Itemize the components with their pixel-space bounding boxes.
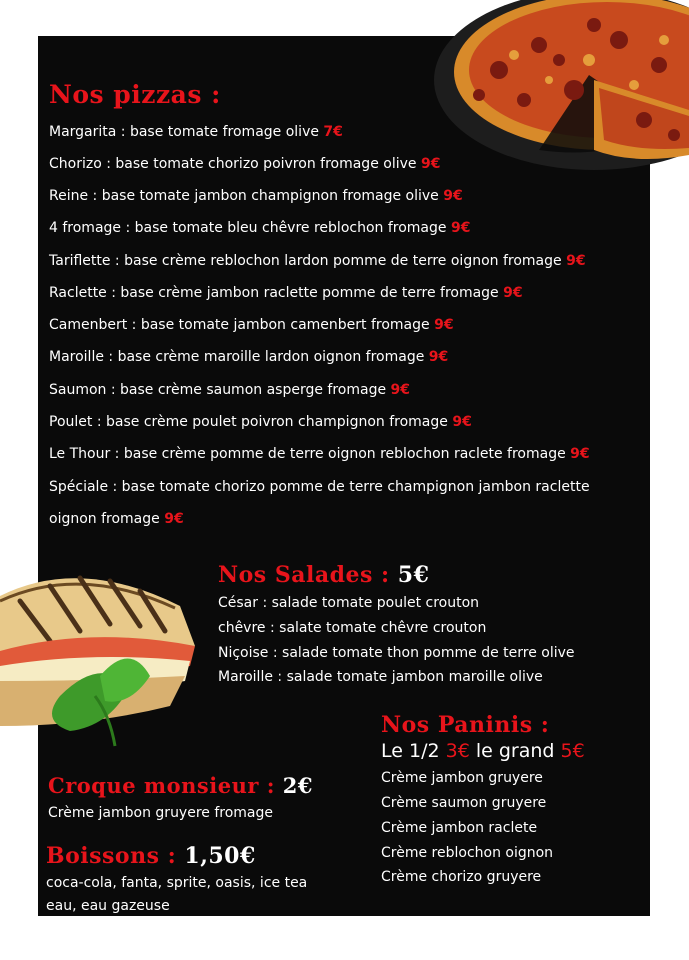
pizza-price: 9€ xyxy=(450,220,471,236)
pizza-item xyxy=(49,220,470,236)
paninis-heading: Nos Paninis : xyxy=(381,712,550,738)
pizza-price: 9€ xyxy=(443,188,463,204)
salades-heading xyxy=(218,562,429,588)
pizza-item xyxy=(49,349,448,365)
pizza-item xyxy=(49,414,472,430)
pizza-description: Reine : base tomate jambon champignon fromage olive xyxy=(49,188,444,204)
boissons-title: Boissons : xyxy=(46,843,185,869)
pizza-description: 4 fromage : base tomate bleu chêvre reblochon fromage xyxy=(49,220,451,236)
boissons-price: 1,50€ xyxy=(184,843,256,869)
pizza-item xyxy=(49,285,523,301)
salades-price: 5€ xyxy=(397,562,430,588)
pizza-price: 9€ xyxy=(452,414,472,430)
panini-item: Crème reblochon oignon xyxy=(381,845,554,861)
pizza-price: 9€ xyxy=(164,511,184,527)
panini-image xyxy=(0,556,200,756)
size-half-label: Le 1/2 xyxy=(381,740,446,762)
pizza-image xyxy=(419,0,689,195)
salade-item: Niçoise : salade tomate thon pomme de terre olive xyxy=(218,645,575,661)
price-half: 3€ xyxy=(445,740,470,762)
pizza-description: Saumon : base crème saumon asperge fromage xyxy=(49,382,391,398)
pizza-description: Tariflette : base crème reblochon lardon pomme de terre oignon fromage xyxy=(49,253,567,269)
salade-item: César : salade tomate poulet crouton xyxy=(218,595,480,611)
boissons-list-line2: eau, eau gazeuse xyxy=(46,898,170,914)
panini-item: Crème saumon gruyere xyxy=(381,795,547,811)
croque-title: Croque monsieur : xyxy=(48,773,283,798)
pizza-description: Le Thour : base crème pomme de terre oignon reblochon raclete fromage xyxy=(49,446,571,462)
salades-title: Nos Salades : xyxy=(218,562,398,588)
pizza-description: oignon fromage xyxy=(49,511,165,527)
pizza-price: 9€ xyxy=(566,253,586,269)
pizza-item xyxy=(49,479,590,495)
pizza-item xyxy=(49,156,440,172)
pizza-item xyxy=(49,382,410,398)
panini-item: Crème jambon gruyere xyxy=(381,770,543,786)
pizza-description: Maroille : base crème maroille lardon oignon fromage xyxy=(49,349,429,365)
pizza-item xyxy=(49,446,590,462)
croque-price: 2€ xyxy=(282,773,314,798)
pizza-price: 9€ xyxy=(390,382,411,398)
pizza-price: 9€ xyxy=(434,317,454,333)
salade-item: chêvre : salate tomate chêvre crouton xyxy=(218,620,487,636)
pizza-description: Poulet : base crème poulet poivron champignon fromage xyxy=(49,414,453,430)
salade-item: Maroille : salade tomate jambon maroille olive xyxy=(218,669,543,685)
pizza-item xyxy=(49,188,463,204)
price-grand: 5€ xyxy=(560,740,585,762)
pizza-description: Camenbert : base tomate jambon camenbert fromage xyxy=(49,317,435,333)
pizza-description: Raclette : base crème jambon raclette pomme de terre fromage xyxy=(49,285,504,301)
panini-item: Crème chorizo gruyere xyxy=(381,869,542,885)
paninis-sizes xyxy=(381,740,585,762)
boissons-list-line1: coca-cola, fanta, sprite, oasis, ice tea xyxy=(46,875,308,891)
pizza-description: Chorizo : base tomate chorizo poivron fromage olive xyxy=(49,156,421,172)
pizza-price: 9€ xyxy=(503,285,523,301)
boissons-heading xyxy=(46,843,256,869)
pizza-description: Margarita : base tomate fromage olive xyxy=(49,124,324,140)
pizza-item xyxy=(49,317,454,333)
pizza-item xyxy=(49,511,184,527)
pizza-description: Spéciale : base tomate chorizo pomme de terre champignon jambon raclette xyxy=(49,479,590,495)
pizzas-heading: Nos pizzas : xyxy=(49,80,221,109)
croque-heading xyxy=(48,773,313,798)
pizza-item xyxy=(49,124,343,140)
pizza-item xyxy=(49,253,586,269)
pizza-price: 9€ xyxy=(420,156,441,172)
pizza-price: 7€ xyxy=(323,124,343,140)
pizza-price: 9€ xyxy=(570,446,590,462)
size-grand-label: le grand xyxy=(469,740,561,762)
panini-item: Crème jambon raclete xyxy=(381,820,538,836)
pizza-price: 9€ xyxy=(428,349,449,365)
croque-description: Crème jambon gruyere fromage xyxy=(48,805,274,821)
